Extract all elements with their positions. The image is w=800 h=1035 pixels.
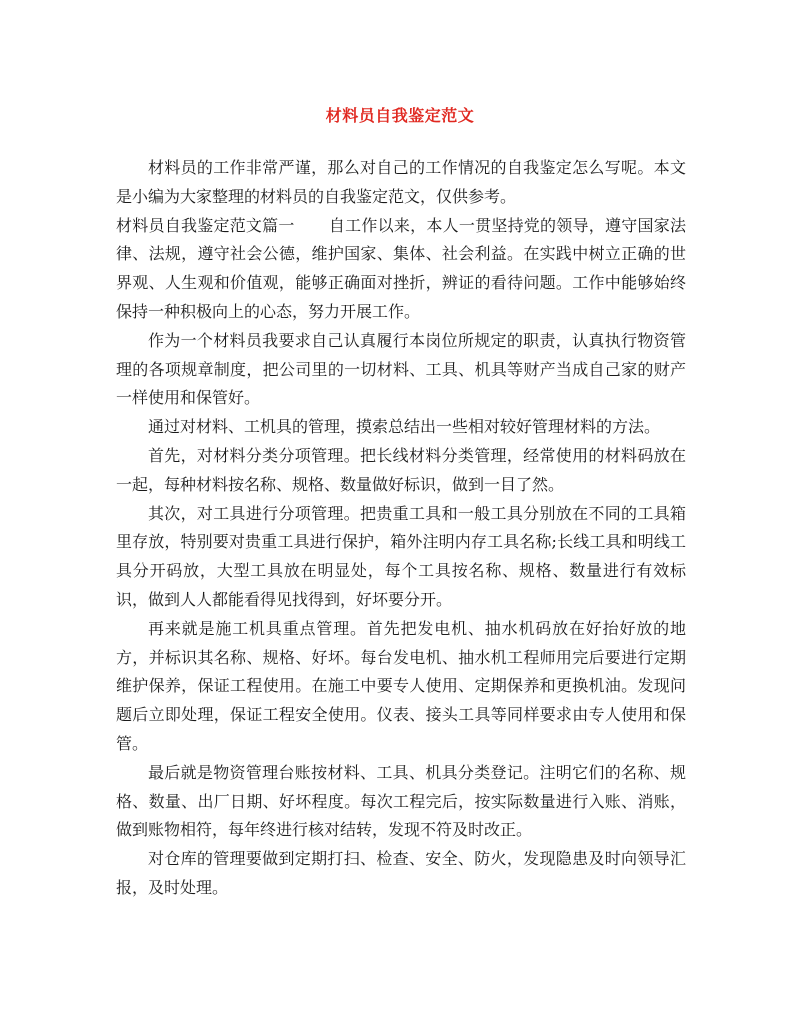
- section-paragraph: [116, 212, 686, 327]
- body-paragraph: 通过对材料、工机具的管理，摸索总结出一些相对较好管理材料的方法。: [148, 417, 661, 437]
- document-body: [116, 154, 686, 903]
- body-paragraph: 再来就是施工机具重点管理。首先把发电机、抽水机码放在好抬好放的地方，并标识其名称、规格、好坏。每台发电机、抽水机工程师用完后要进行定期维护保养，保证工程使用。在施工中要专人使用、定期保养和更换机油。发现问题后立即处理，保证工程安全使用。仪表、接头工具等同样要求由专人使用和保管。: [116, 618, 686, 753]
- body-paragraph: 其次，对工具进行分项管理。把贵重工具和一般工具分别放在不同的工具箱里存放，特别要对贵重工具进行保护，箱外注明内存工具名称;长线工具和明线工具分开码放，大型工具放在明显处，每个工具按名称、规格、数量进行有效标识，做到人人都能看得见找得到，好坏要分开。: [116, 503, 686, 609]
- body-paragraph: 最后就是物资管理台账按材料、工具、机具分类登记。注明它们的名称、规格、数量、出厂日期、好坏程度。每次工程完后，按实际数量进行入账、消账，做到账物相符，每年终进行核对结转，发现不符及时改正。: [116, 762, 686, 840]
- section-heading: 材料员自我鉴定范文篇一: [116, 215, 295, 235]
- body-paragraph: 作为一个材料员我要求自己认真履行本岗位所规定的职责，认真执行物资管理的各项规章制度，把公司里的一切材料、工具、机具等财产当成自己家的财产一样使用和保管好。: [116, 330, 686, 408]
- body-paragraph: 首先，对材料分类分项管理。把长线材料分类管理，经常使用的材料码放在一起，每种材料按名称、规格、数量做好标识，做到一目了然。: [116, 445, 686, 494]
- body-paragraph: 对仓库的管理要做到定期打扫、检查、安全、防火，发现隐患及时向领导汇报，及时处理。: [116, 849, 686, 897]
- intro-paragraph: 材料员的工作非常严谨，那么对自己的工作情况的自我鉴定怎么写呢。本文是小编为大家整理的材料员的自我鉴定范文，仅供参考。: [116, 158, 686, 206]
- document-title: 材料员自我鉴定范文: [325, 106, 475, 125]
- section-first-text: 自工作以来，本人一贯坚持党的领导，遵守国家法律、法规，遵守社会公德，维护国家、集体、社会利益。在实践中树立正确的世界观、人生观和价值观，能够正确面对挫折，辨证的看待问题。工作中能够始终保持一种积极向上的心态，努力开展工作。: [116, 215, 686, 321]
